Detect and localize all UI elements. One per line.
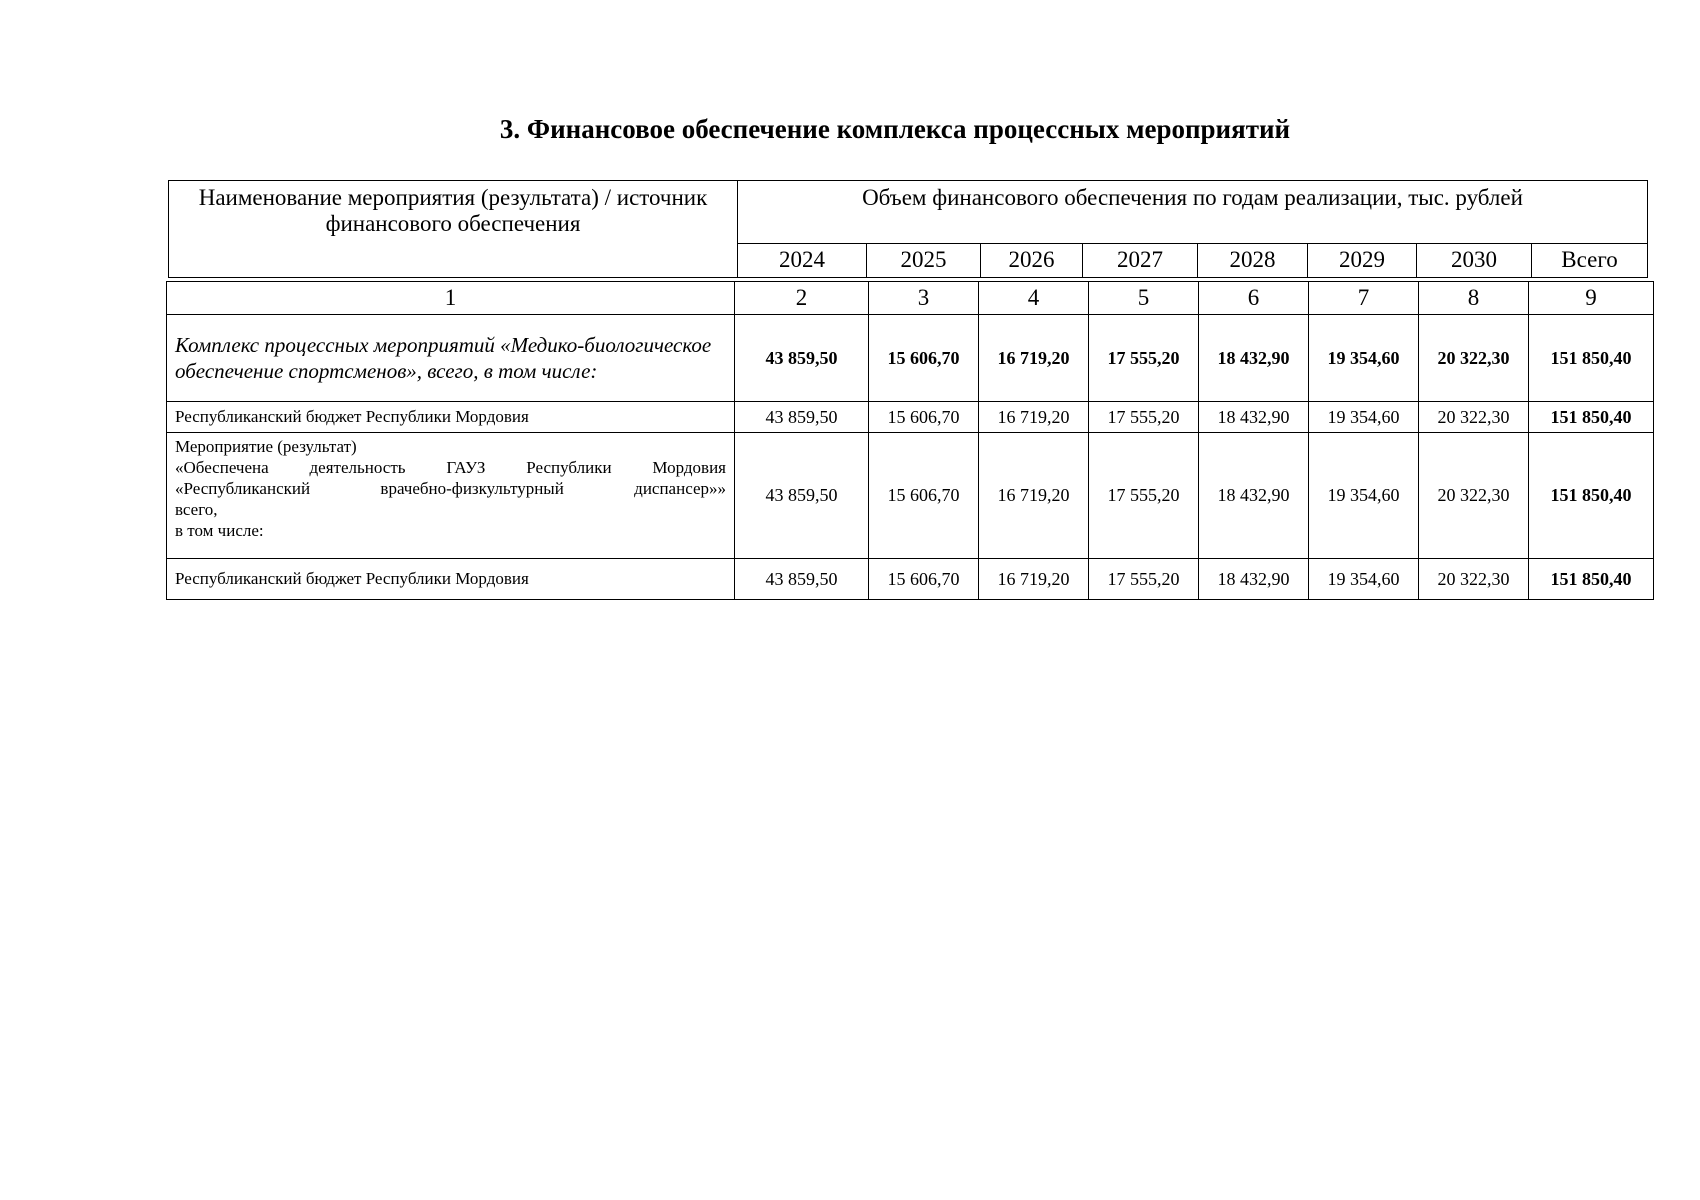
volume-column-header: Объем финансового обеспечения по годам реализации, тыс. рублей (738, 181, 1648, 244)
column-number: 4 (979, 282, 1089, 315)
column-number: 5 (1089, 282, 1199, 315)
cell-value: 17 555,20 (1089, 315, 1199, 402)
cell-value: 18 432,90 (1199, 402, 1309, 433)
cell-value: 19 354,60 (1309, 559, 1419, 600)
cell-value: 18 432,90 (1199, 559, 1309, 600)
column-number-row (167, 282, 1654, 315)
column-number: 6 (1199, 282, 1309, 315)
row-name (167, 433, 735, 559)
cell-value: 43 859,50 (735, 433, 869, 559)
row-name-line: всего, (175, 500, 218, 519)
table-row (167, 402, 1654, 433)
cell-value: 20 322,30 (1419, 559, 1529, 600)
column-number: 7 (1309, 282, 1419, 315)
cell-value: 20 322,30 (1419, 315, 1529, 402)
table-row (167, 315, 1654, 402)
cell-value: 19 354,60 (1309, 315, 1419, 402)
cell-value: 19 354,60 (1309, 433, 1419, 559)
cell-value: 16 719,20 (979, 315, 1089, 402)
cell-value: 16 719,20 (979, 402, 1089, 433)
year-header-total: Всего (1532, 243, 1648, 277)
name-column-header: Наименование мероприятия (результата) / источник финансового обеспечения (169, 181, 738, 278)
column-number: 2 (735, 282, 869, 315)
cell-value: 43 859,50 (735, 402, 869, 433)
cell-value: 15 606,70 (869, 315, 979, 402)
year-header-2024: 2024 (738, 243, 867, 277)
cell-value: 18 432,90 (1199, 433, 1309, 559)
cell-value: 17 555,20 (1089, 559, 1199, 600)
cell-total: 151 850,40 (1529, 315, 1654, 402)
table-row (167, 559, 1654, 600)
data-table (166, 281, 1654, 600)
row-name: Комплекс процессных мероприятий «Медико-биологическое обеспечение спортсменов», всего, в том числе: (167, 315, 735, 402)
row-name-line: в том числе: (175, 521, 264, 540)
row-name-line: «Обеспечена деятельность ГАУЗ Республики Мордовия (175, 458, 726, 477)
cell-value: 17 555,20 (1089, 402, 1199, 433)
table-row (167, 433, 1654, 559)
cell-value: 17 555,20 (1089, 433, 1199, 559)
cell-value: 43 859,50 (735, 559, 869, 600)
column-number: 9 (1529, 282, 1654, 315)
year-header-2028: 2028 (1198, 243, 1308, 277)
header-table (168, 180, 1648, 278)
cell-value: 20 322,30 (1419, 402, 1529, 433)
cell-value: 16 719,20 (979, 559, 1089, 600)
year-header-2029: 2029 (1308, 243, 1417, 277)
year-header-2027: 2027 (1083, 243, 1198, 277)
column-number: 3 (869, 282, 979, 315)
column-number: 1 (167, 282, 735, 315)
year-header-2026: 2026 (981, 243, 1083, 277)
row-name: Республиканский бюджет Республики Мордовия (167, 402, 735, 433)
column-number: 8 (1419, 282, 1529, 315)
cell-total: 151 850,40 (1529, 559, 1654, 600)
cell-value: 19 354,60 (1309, 402, 1419, 433)
year-header-2030: 2030 (1417, 243, 1532, 277)
cell-value: 43 859,50 (735, 315, 869, 402)
cell-value: 20 322,30 (1419, 433, 1529, 559)
cell-value: 15 606,70 (869, 402, 979, 433)
cell-value: 18 432,90 (1199, 315, 1309, 402)
row-name-line: «Республиканский врачебно-физкультурный диспансер»» (175, 479, 726, 498)
cell-value: 15 606,70 (869, 433, 979, 559)
cell-value: 15 606,70 (869, 559, 979, 600)
page-title: 3. Финансовое обеспечение комплекса процессных мероприятий (499, 114, 1291, 144)
row-name-line: Мероприятие (результат) (175, 437, 357, 456)
cell-total: 151 850,40 (1529, 402, 1654, 433)
cell-value: 16 719,20 (979, 433, 1089, 559)
year-header-2025: 2025 (867, 243, 981, 277)
row-name: Республиканский бюджет Республики Мордовия (167, 559, 735, 600)
cell-total: 151 850,40 (1529, 433, 1654, 559)
